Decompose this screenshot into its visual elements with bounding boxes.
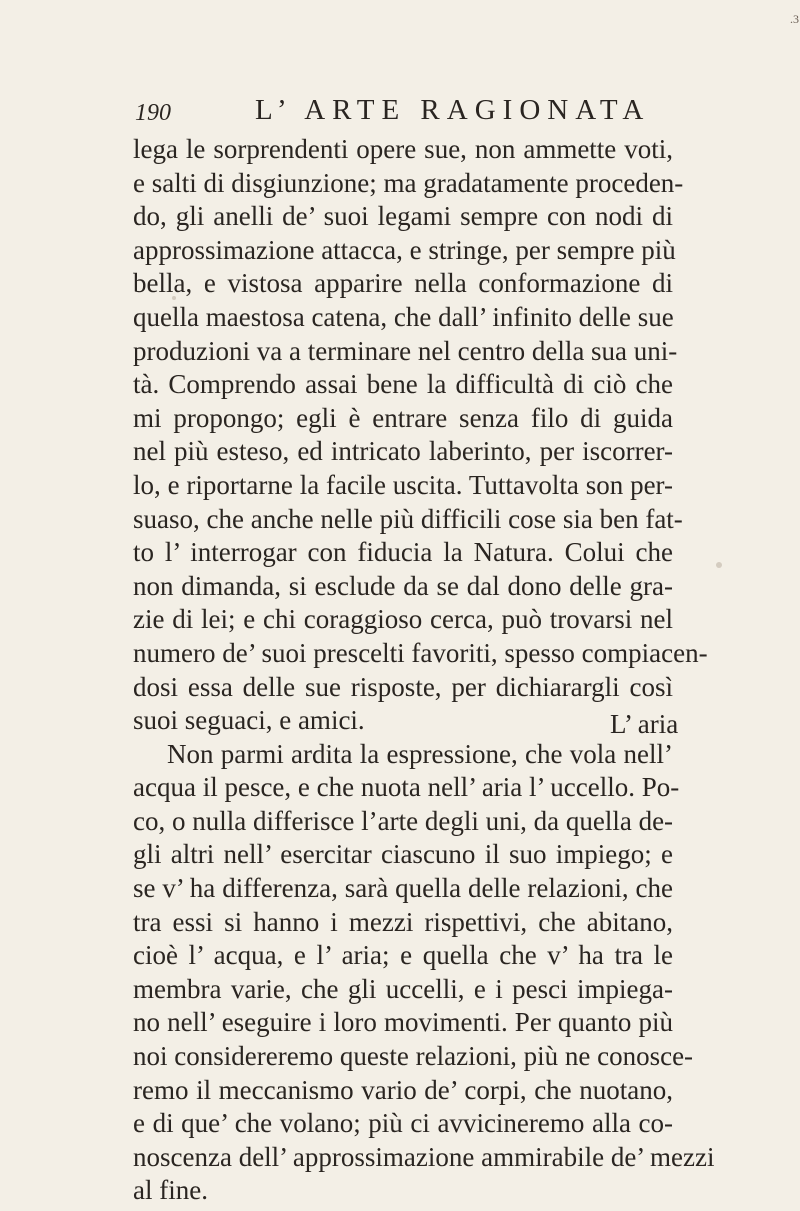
text-line: do, gli anelli de’ suoi legami sempre con nodi di xyxy=(133,201,673,232)
text-line: remo il meccanismo vario de’ corpi, che nuotano, xyxy=(133,1074,673,1105)
text-line: to l’ interrogar con fiducia la Natura. Colui che xyxy=(133,537,673,568)
running-title: L’ ARTE RAGIONATA xyxy=(255,94,651,126)
text-line: acqua il pesce, e che nuota nell’ aria l’ uccello. Po- xyxy=(133,772,680,803)
text-line: nel più esteso, ed intricato laberinto, per iscorrer- xyxy=(133,436,673,467)
text-line: lega le sorprendenti opere sue, non ammette voti, xyxy=(133,134,673,164)
text-line: noi considereremo queste relazioni, più ne conosce- xyxy=(133,1041,694,1072)
text-line: suoi seguaci, e amici. xyxy=(133,705,365,736)
text-line: se v’ ha differenza, sarà quella delle relazioni, che xyxy=(133,873,673,904)
text-line: gli altri nell’ esercitar ciascuno il suo impiego; e xyxy=(133,839,673,870)
text-line: noscenza dell’ approssimazione ammirabile de’ mezzi xyxy=(133,1141,715,1172)
text-line: dosi essa delle sue risposte, per dichiarargli così xyxy=(133,671,673,702)
text-line: quella maestosa catena, che dall’ infinito delle sue xyxy=(133,301,674,332)
corner-mark: .3 xyxy=(790,12,799,26)
text-line: bella, e vistosa apparire nella conformazione di xyxy=(133,268,673,299)
text-line: tà. Comprendo assai bene la difficultà di ciò che xyxy=(133,369,673,400)
text-line: lo, e riportarne la facile uscita. Tuttavolta son per- xyxy=(133,469,673,500)
text-line: suaso, che anche nelle più difficili cose sia ben fat- xyxy=(133,503,683,534)
catchword: L’ aria xyxy=(610,709,679,739)
text-line: approssimazione attacca, e stringe, per sempre più xyxy=(133,234,676,265)
page-number: 190 xyxy=(135,100,171,126)
text-line: non dimanda, si esclude da se dal dono delle gra- xyxy=(133,570,673,601)
text-line: zie di lei; e chi coraggioso cerca, può trovarsi nel xyxy=(133,604,673,635)
text-line: tra essi si hanno i mezzi rispettivi, che abitano, xyxy=(133,906,673,937)
text-line: membra varie, che gli uccelli, e i pesci impiega- xyxy=(133,973,673,1004)
text-line: co, o nulla differisce l’arte degli uni, da quella de- xyxy=(133,805,674,836)
page-header xyxy=(135,94,665,134)
text-line: cioè l’ acqua, e l’ aria; e quella che v’ ha tra le xyxy=(133,940,673,971)
text-line: Non parmi ardita la espressione, che vola nell’ xyxy=(167,738,673,769)
text-line: numero de’ suoi prescelti favoriti, spesso compiacen- xyxy=(133,637,708,668)
ink-speck xyxy=(716,562,722,568)
text-line: al fine. xyxy=(133,1175,208,1206)
text-line: no nell’ eseguire i loro movimenti. Per quanto più xyxy=(133,1007,673,1038)
body-text xyxy=(133,133,715,1208)
text-line: produzioni va a terminare nel centro della sua uni- xyxy=(133,335,678,366)
text-line: mi propongo; egli è entrare senza filo di guida xyxy=(133,402,673,433)
ink-speck xyxy=(172,296,176,300)
text-line: e salti di disgiunzione; ma gradatamente proceden- xyxy=(133,167,684,198)
text-line: e di que’ che volano; più ci avvicineremo alla co- xyxy=(133,1108,673,1139)
